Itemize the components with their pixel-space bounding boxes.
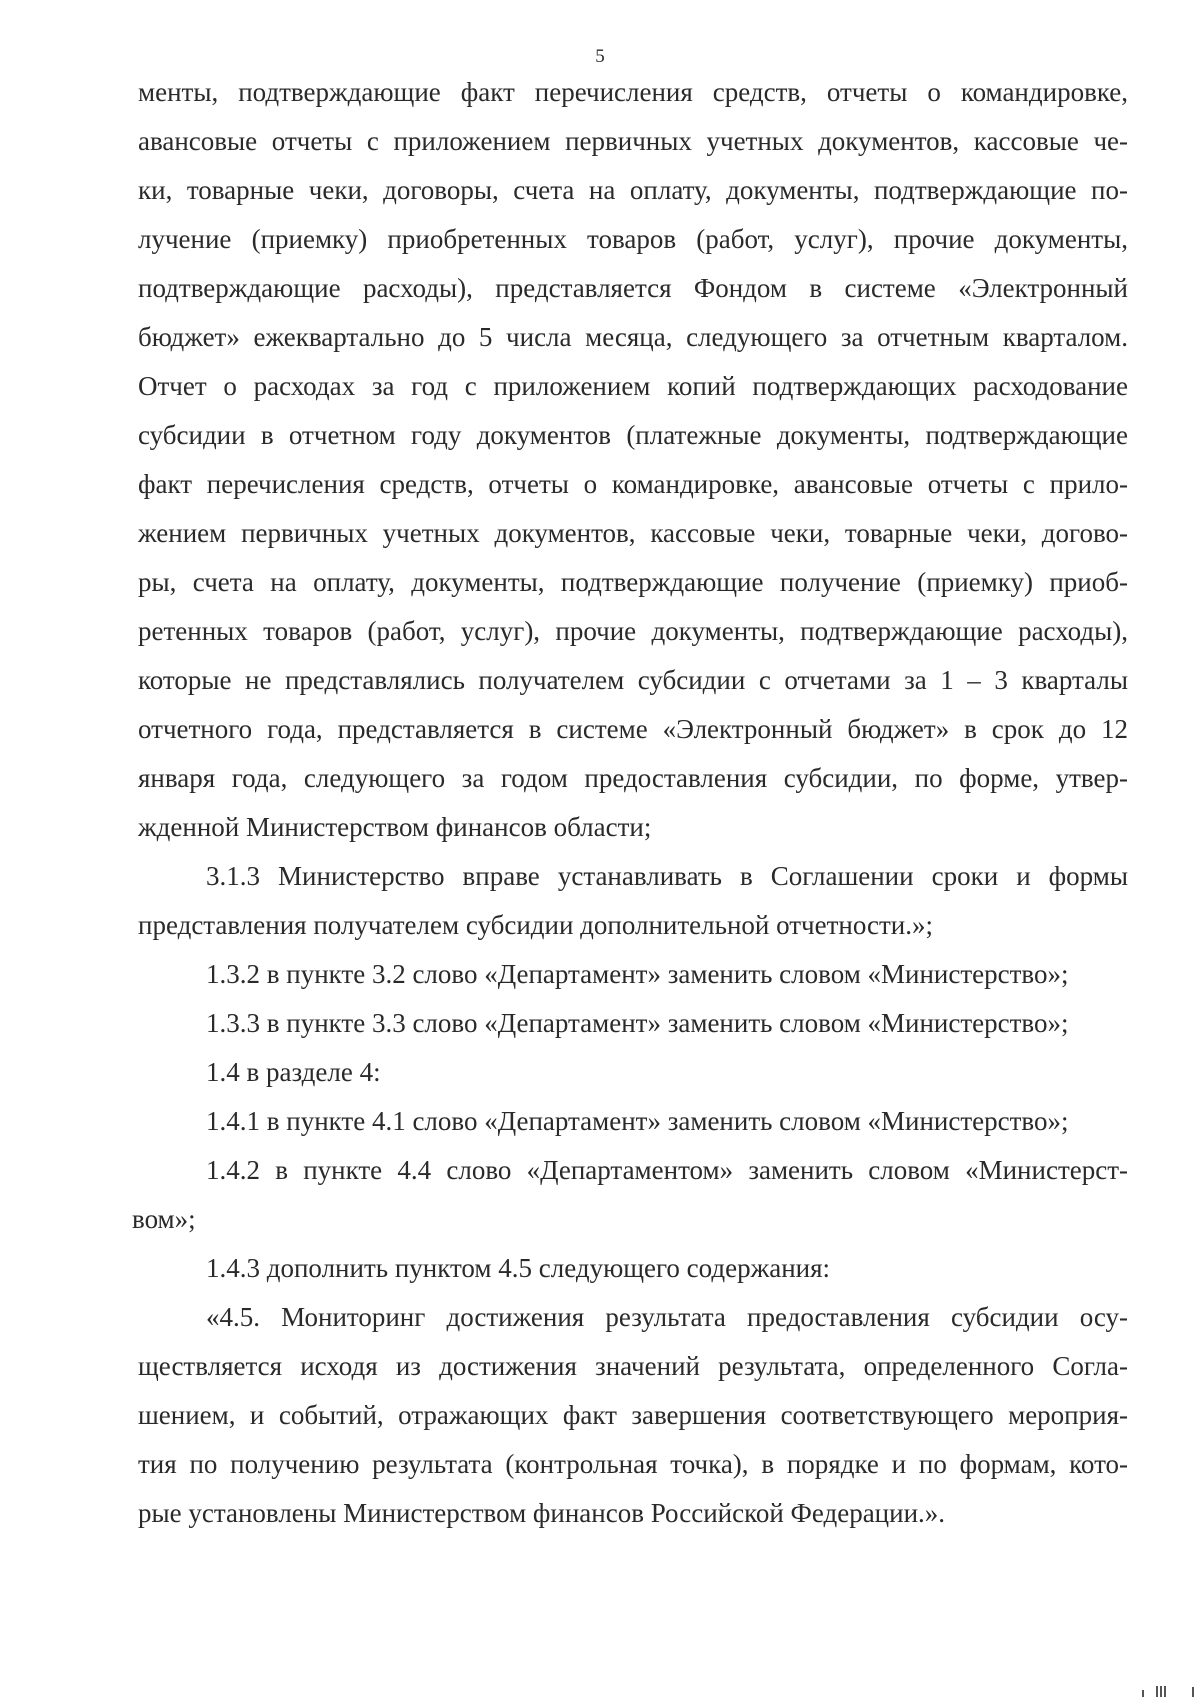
- text-line: жденной Министерством финансов области;: [138, 812, 652, 842]
- text-line: вом»;: [132, 1204, 196, 1234]
- document-body: [132, 68, 1128, 1538]
- text-line: 1.4.2 в пункте 4.4 слово «Департаментом» заменить словом «Министерст-: [206, 1155, 1128, 1185]
- text-line: рые установлены Министерством финансов Российской Федерации.».: [138, 1498, 946, 1528]
- text-line: 1.4 в разделе 4:: [206, 1057, 381, 1087]
- text-line: Отчет о расходах за год с приложением копий подтверждающих расходование: [138, 371, 1128, 401]
- text-line: января года, следующего за годом предоставления субсидии, по форме, утвер-: [138, 763, 1128, 793]
- text-line: 1.3.2 в пункте 3.2 слово «Департамент» заменить словом «Министерство»;: [206, 959, 1069, 989]
- text-line: «4.5. Мониторинг достижения результата предоставления субсидии осу-: [206, 1302, 1128, 1332]
- text-line: подтверждающие расходы), представляется Фондом в системе «Электронный: [138, 273, 1128, 303]
- page-number: 5: [595, 46, 605, 67]
- text-line: ретенных товаров (работ, услуг), прочие документы, подтверждающие расходы),: [138, 616, 1128, 646]
- text-line: субсидии в отчетном году документов (платежные документы, подтверждающие: [138, 420, 1128, 450]
- text-line: тия по получению результата (контрольная точка), в порядке и по формам, кото-: [138, 1449, 1128, 1479]
- text-line: жением первичных учетных документов, кассовые чеки, товарные чеки, догово-: [138, 518, 1128, 548]
- text-line: лучение (приемку) приобретенных товаров (работ, услуг), прочие документы,: [138, 224, 1128, 254]
- scan-edge-marks: [1142, 1684, 1200, 1697]
- text-line: 1.4.3 дополнить пунктом 4.5 следующего содержания:: [206, 1253, 831, 1283]
- text-line: представления получателем субсидии дополнительной отчетности.»;: [138, 910, 933, 940]
- text-line: 1.3.3 в пункте 3.3 слово «Департамент» заменить словом «Министерство»;: [206, 1008, 1069, 1038]
- text-line: факт перечисления средств, отчеты о командировке, авансовые отчеты с прило-: [138, 469, 1128, 499]
- text-line: ры, счета на оплату, документы, подтверждающие получение (приемку) приоб-: [138, 567, 1128, 597]
- text-line: менты, подтверждающие факт перечисления средств, отчеты о командировке,: [138, 77, 1128, 107]
- text-line: шением, и событий, отражающих факт завершения соответствующего мероприя-: [138, 1400, 1128, 1430]
- text-line: ществляется исходя из достижения значений результата, определенного Согла-: [138, 1351, 1128, 1381]
- text-line: отчетного года, представляется в системе «Электронный бюджет» в срок до 12: [138, 714, 1128, 744]
- text-line: ки, товарные чеки, договоры, счета на оплату, документы, подтверждающие по-: [138, 175, 1128, 205]
- text-line: бюджет» ежеквартально до 5 числа месяца, следующего за отчетным кварталом.: [138, 322, 1128, 352]
- text-line: 3.1.3 Министерство вправе устанавливать в Соглашении сроки и формы: [206, 861, 1128, 891]
- text-line: которые не представлялись получателем субсидии с отчетами за 1 – 3 кварталы: [138, 665, 1128, 695]
- text-line: авансовые отчеты с приложением первичных учетных документов, кассовые че-: [138, 126, 1128, 156]
- text-line: 1.4.1 в пункте 4.1 слово «Департамент» заменить словом «Министерство»;: [206, 1106, 1069, 1136]
